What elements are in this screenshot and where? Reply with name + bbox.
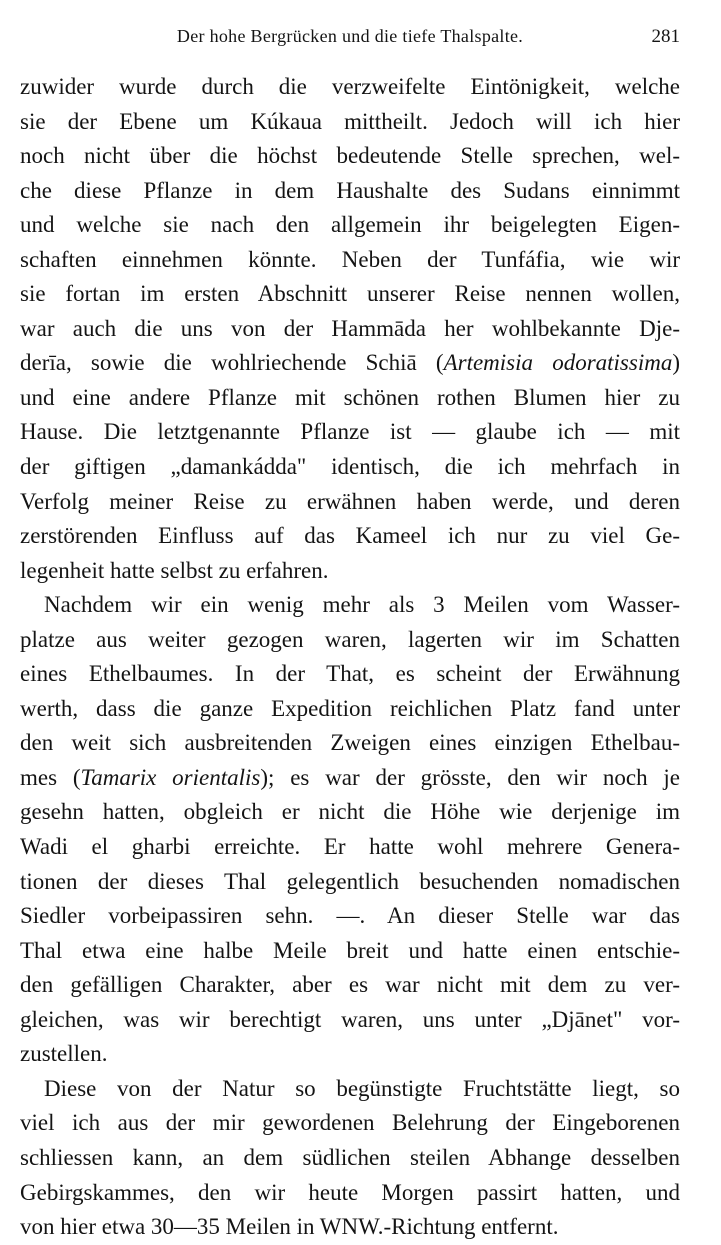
text-line: schaften einnehmen könnte. Neben der Tunfáfia, wie wir (20, 246, 680, 272)
scientific-name: Artemisia odoratissima (443, 350, 673, 376)
text-line: Wadi el gharbi erreichte. Er hatte wohl mehrere Genera- (20, 834, 680, 860)
text-line: zuwider wurde durch die verzweifelte Eintönigkeit, welche (20, 74, 680, 99)
text-line: gesehn hatten, obgleich er nicht die Höhe wie derjenige im (20, 799, 680, 825)
paragraph (20, 1072, 680, 1245)
text-line: den weit sich ausbreitenden Zweigen eines einzigen Ethelbau- (20, 730, 680, 756)
text-line: che diese Pflanze in dem Haushalte des Sudans einnimmt (20, 177, 680, 203)
text-line: zustellen. (20, 1041, 108, 1067)
running-head (20, 26, 680, 52)
text-line: Siedler vorbeipassiren sehn. —. An dieser Stelle war das (20, 903, 680, 929)
text-line: zerstörenden Einfluss auf das Kameel ich nur zu viel Ge- (20, 523, 680, 549)
text-line: viel ich aus der mir gewordenen Belehrung der Eingeborenen (20, 1110, 680, 1136)
text-line: Hause. Die letztgenannte Pflanze ist — glaube ich — mit (20, 419, 680, 445)
text-line: Verfolg meiner Reise zu erwähnen haben werde, und deren (20, 488, 680, 514)
body-text (20, 70, 680, 1245)
paragraph (20, 588, 680, 1072)
text-line: der giftigen „damankádda" identisch, die ich mehrfach in (20, 454, 680, 480)
text-line: sie der Ebene um Kúkaua mittheilt. Jedoch will ich hier (20, 108, 680, 134)
text-line: werth, dass die ganze Expedition reichlichen Platz fand unter (20, 695, 680, 721)
page-number: 281 (651, 26, 680, 47)
text-line: sie fortan im ersten Abschnitt unserer Reise nennen wollen, (20, 281, 680, 307)
text-line: tionen der dieses Thal gelegentlich besuchenden nomadischen (20, 868, 680, 894)
text-line: und eine andere Pflanze mit schönen rothen Blumen hier zu (20, 384, 680, 410)
text-line: Thal etwa eine halbe Meile breit und hatte einen entschie- (20, 937, 680, 963)
text-line: den gefälligen Charakter, aber es war nicht mit dem zu ver- (20, 972, 680, 998)
text-line: legenheit hatte selbst zu erfahren. (20, 557, 329, 583)
text-line: schliessen kann, an dem südlichen steilen Abhange desselben (20, 1144, 680, 1170)
text-line: und welche sie nach den allgemein ihr beigelegten Eigen- (20, 212, 680, 238)
text-line: gleichen, was wir berechtigt waren, uns unter „Djānet" vor- (20, 1006, 680, 1032)
text-line: noch nicht über die höchst bedeutende Stelle sprechen, wel- (20, 143, 680, 169)
text-line: mes (Tamarix orientalis); es war der grösste, den wir noch je (20, 764, 680, 790)
text-line: war auch die uns von der Hammāda her wohlbekannte Dje- (20, 315, 680, 341)
scientific-name: Tamarix orientalis (80, 764, 261, 790)
text-line: derīa, sowie die wohlriechende Schiā (Artemisia odoratissima) (20, 350, 680, 376)
running-title: Der hohe Bergrücken und die tiefe Thalspalte. (176, 26, 524, 46)
text-line: Gebirgskammes, den wir heute Morgen passirt hatten, und (20, 1179, 680, 1205)
text-line: platze aus weiter gezogen waren, lagerten wir im Schatten (20, 626, 680, 652)
text-line: von hier etwa 30—35 Meilen in WNW.-Richtung entfernt. (20, 1214, 559, 1240)
text-line: Nachdem wir ein wenig mehr als 3 Meilen vom Wasser- (44, 592, 680, 618)
paragraph (20, 70, 680, 588)
text-line: Diese von der Natur so begünstigte Fruchtstätte liegt, so (44, 1075, 680, 1101)
text-line: eines Ethelbaumes. In der That, es scheint der Erwähnung (20, 661, 680, 687)
